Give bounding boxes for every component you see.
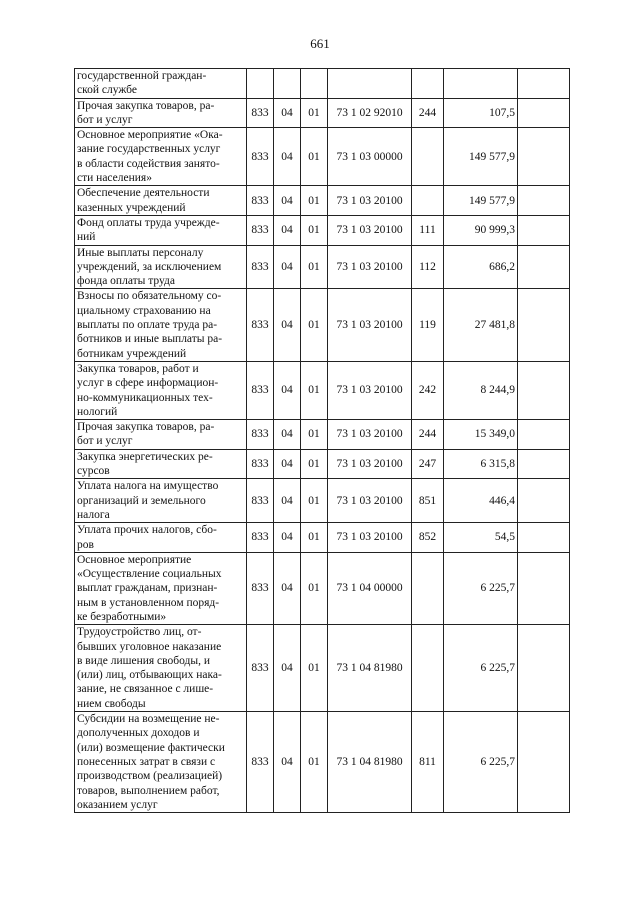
admin-code-cell: 833 — [247, 245, 274, 289]
item-name-line: Взносы по обязательному со- — [77, 290, 222, 303]
item-name-line: циальному страхованию на — [77, 304, 211, 317]
empty-cell — [518, 523, 570, 553]
subsection-code-cell: 01 — [301, 215, 328, 245]
target-article-cell: 73 1 03 20100 — [328, 245, 412, 289]
section-code-cell: 04 — [274, 186, 301, 216]
empty-cell — [518, 449, 570, 479]
item-name-cell — [75, 449, 247, 479]
empty-cell — [518, 128, 570, 186]
target-article-cell: 73 1 03 20100 — [328, 449, 412, 479]
section-code-cell: 04 — [274, 245, 301, 289]
admin-code-cell: 833 — [247, 449, 274, 479]
empty-cell — [518, 245, 570, 289]
item-name-line: зание, не связанное с лише- — [77, 683, 214, 696]
item-name-line: сти населения» — [77, 172, 152, 185]
item-name-line: Фонд оплаты труда учрежде- — [77, 216, 220, 229]
item-name-cell — [75, 69, 247, 99]
item-name-line: производством (реализацией) — [77, 770, 223, 783]
section-code-cell: 04 — [274, 712, 301, 813]
amount-cell — [444, 69, 518, 99]
item-name-line: в области содействия занято- — [77, 157, 220, 170]
empty-cell — [518, 625, 570, 712]
item-name-line: бот и услуг — [77, 113, 133, 126]
item-name-line: ботников и иные выплаты ра- — [77, 333, 223, 346]
target-article-cell — [328, 69, 412, 99]
amount-cell: 6 225,7 — [444, 552, 518, 624]
item-name-line: товаров, выполнением работ, — [77, 784, 220, 797]
target-article-cell: 73 1 04 81980 — [328, 712, 412, 813]
subsection-code-cell: 01 — [301, 552, 328, 624]
expense-type-cell: 247 — [412, 449, 444, 479]
item-name-line: Закупка товаров, работ и — [77, 362, 199, 375]
amount-cell: 90 999,3 — [444, 215, 518, 245]
amount-cell: 149 577,9 — [444, 128, 518, 186]
empty-cell — [518, 215, 570, 245]
item-name-line: казенных учреждений — [77, 201, 186, 214]
target-article-cell: 73 1 03 20100 — [328, 361, 412, 419]
item-name-cell — [75, 712, 247, 813]
item-name-line: учреждений, за исключением — [77, 260, 222, 273]
item-name-cell — [75, 552, 247, 624]
item-name-line: ке безработными» — [77, 610, 167, 623]
subsection-code-cell: 01 — [301, 98, 328, 128]
table-row — [75, 128, 570, 186]
item-name-cell — [75, 215, 247, 245]
admin-code-cell: 833 — [247, 625, 274, 712]
item-name-line: Уплата прочих налогов, сбо- — [77, 524, 217, 537]
item-name-line: ным в установленном поряд- — [77, 596, 220, 609]
section-code-cell: 04 — [274, 128, 301, 186]
target-article-cell: 73 1 03 20100 — [328, 479, 412, 523]
target-article-cell: 73 1 03 00000 — [328, 128, 412, 186]
item-name-line: налога — [77, 508, 110, 521]
table-row — [75, 449, 570, 479]
expense-type-cell — [412, 625, 444, 712]
item-name-cell — [75, 361, 247, 419]
amount-cell: 27 481,8 — [444, 289, 518, 361]
section-code-cell — [274, 69, 301, 99]
subsection-code-cell: 01 — [301, 128, 328, 186]
expense-type-cell: 811 — [412, 712, 444, 813]
item-name-line: «Осуществление социальных — [77, 568, 222, 581]
admin-code-cell: 833 — [247, 289, 274, 361]
section-code-cell: 04 — [274, 552, 301, 624]
admin-code-cell: 833 — [247, 98, 274, 128]
item-name-cell — [75, 523, 247, 553]
subsection-code-cell: 01 — [301, 712, 328, 813]
amount-cell: 446,4 — [444, 479, 518, 523]
subsection-code-cell: 01 — [301, 420, 328, 450]
admin-code-cell — [247, 69, 274, 99]
expense-type-cell: 112 — [412, 245, 444, 289]
page-number: 661 — [310, 36, 330, 51]
table-row — [75, 712, 570, 813]
table-row — [75, 479, 570, 523]
item-name-line: выплат гражданам, признан- — [77, 582, 218, 595]
expense-type-cell — [412, 552, 444, 624]
admin-code-cell: 833 — [247, 128, 274, 186]
expense-type-cell — [412, 128, 444, 186]
target-article-cell: 73 1 02 92010 — [328, 98, 412, 128]
item-name-line: Иные выплаты персоналу — [77, 246, 204, 259]
table-row — [75, 289, 570, 361]
admin-code-cell: 833 — [247, 186, 274, 216]
item-name-line: зание государственных услуг — [77, 143, 221, 156]
item-name-line: Обеспечение деятельности — [77, 187, 210, 200]
section-code-cell: 04 — [274, 289, 301, 361]
admin-code-cell: 833 — [247, 712, 274, 813]
item-name-line: но-коммуникационных тех- — [77, 391, 213, 404]
expense-type-cell: 851 — [412, 479, 444, 523]
empty-cell — [518, 552, 570, 624]
amount-cell: 6 225,7 — [444, 625, 518, 712]
admin-code-cell: 833 — [247, 215, 274, 245]
empty-cell — [518, 69, 570, 99]
table-row — [75, 215, 570, 245]
amount-cell: 6 225,7 — [444, 712, 518, 813]
expense-type-cell: 242 — [412, 361, 444, 419]
section-code-cell: 04 — [274, 523, 301, 553]
expense-type-cell: 244 — [412, 98, 444, 128]
amount-cell: 8 244,9 — [444, 361, 518, 419]
section-code-cell: 04 — [274, 98, 301, 128]
item-name-line: сурсов — [77, 465, 110, 478]
empty-cell — [518, 289, 570, 361]
amount-cell: 54,5 — [444, 523, 518, 553]
amount-cell: 149 577,9 — [444, 186, 518, 216]
item-name-cell — [75, 289, 247, 361]
subsection-code-cell: 01 — [301, 479, 328, 523]
item-name-line: Основное мероприятие «Ока- — [77, 129, 223, 142]
subsection-code-cell: 01 — [301, 186, 328, 216]
item-name-line: дополученных доходов и — [77, 727, 200, 740]
expense-type-cell — [412, 186, 444, 216]
subsection-code-cell: 01 — [301, 289, 328, 361]
item-name-cell — [75, 479, 247, 523]
item-name-line: Прочая закупка товаров, ра- — [77, 99, 215, 112]
section-code-cell: 04 — [274, 449, 301, 479]
item-name-line: ской службе — [77, 84, 137, 97]
section-code-cell: 04 — [274, 361, 301, 419]
target-article-cell: 73 1 03 20100 — [328, 186, 412, 216]
amount-cell: 15 349,0 — [444, 420, 518, 450]
item-name-line: нием свободы — [77, 697, 146, 710]
empty-cell — [518, 98, 570, 128]
expense-type-cell — [412, 69, 444, 99]
item-name-line: нологий — [77, 405, 118, 418]
admin-code-cell: 833 — [247, 420, 274, 450]
amount-cell: 107,5 — [444, 98, 518, 128]
item-name-line: выплаты по оплате труда ра- — [77, 319, 218, 332]
target-article-cell: 73 1 04 00000 — [328, 552, 412, 624]
subsection-code-cell: 01 — [301, 449, 328, 479]
empty-cell — [518, 479, 570, 523]
item-name-line: ний — [77, 231, 96, 244]
table-row — [75, 98, 570, 128]
item-name-line: Прочая закупка товаров, ра- — [77, 421, 215, 434]
subsection-code-cell — [301, 69, 328, 99]
empty-cell — [518, 712, 570, 813]
target-article-cell: 73 1 03 20100 — [328, 420, 412, 450]
item-name-line: Субсидии на возмещение не- — [77, 713, 220, 726]
expense-type-cell: 244 — [412, 420, 444, 450]
table-row — [75, 69, 570, 99]
item-name-cell — [75, 98, 247, 128]
expense-type-cell: 852 — [412, 523, 444, 553]
empty-cell — [518, 361, 570, 419]
empty-cell — [518, 186, 570, 216]
subsection-code-cell: 01 — [301, 523, 328, 553]
item-name-line: ботникам учреждений — [77, 347, 187, 360]
subsection-code-cell: 01 — [301, 245, 328, 289]
item-name-line: понесенных затрат в связи с — [77, 755, 216, 768]
item-name-line: ров — [77, 538, 94, 551]
target-article-cell: 73 1 03 20100 — [328, 289, 412, 361]
section-code-cell: 04 — [274, 479, 301, 523]
item-name-line: фонда оплаты труда — [77, 275, 176, 288]
item-name-line: бывших уголовное наказание — [77, 640, 222, 653]
section-code-cell: 04 — [274, 625, 301, 712]
table-row — [75, 420, 570, 450]
item-name-line: Трудоустройство лиц, от- — [77, 626, 202, 639]
item-name-cell — [75, 186, 247, 216]
amount-cell: 6 315,8 — [444, 449, 518, 479]
table-row — [75, 245, 570, 289]
item-name-line: (или) возмещение фактически — [77, 741, 225, 754]
empty-cell — [518, 420, 570, 450]
admin-code-cell: 833 — [247, 552, 274, 624]
section-code-cell: 04 — [274, 215, 301, 245]
item-name-line: (или) лиц, отбывающих нака- — [77, 669, 222, 682]
table-row — [75, 361, 570, 419]
table-row — [75, 186, 570, 216]
subsection-code-cell: 01 — [301, 361, 328, 419]
subsection-code-cell: 01 — [301, 625, 328, 712]
item-name-cell — [75, 245, 247, 289]
item-name-line: государственной граждан- — [77, 70, 207, 82]
item-name-line: бот и услуг — [77, 435, 133, 448]
item-name-line: оказанием услуг — [77, 798, 158, 811]
item-name-line: организаций и земельного — [77, 494, 206, 507]
item-name-line: Закупка энергетических ре- — [77, 450, 213, 463]
admin-code-cell: 833 — [247, 361, 274, 419]
budget-table — [74, 68, 570, 813]
admin-code-cell: 833 — [247, 479, 274, 523]
amount-cell: 686,2 — [444, 245, 518, 289]
target-article-cell: 73 1 03 20100 — [328, 215, 412, 245]
target-article-cell: 73 1 04 81980 — [328, 625, 412, 712]
table-row — [75, 552, 570, 624]
item-name-line: услуг в сфере информацион- — [77, 377, 219, 390]
item-name-cell — [75, 625, 247, 712]
item-name-line: Основное мероприятие — [77, 553, 192, 566]
expense-type-cell: 111 — [412, 215, 444, 245]
target-article-cell: 73 1 03 20100 — [328, 523, 412, 553]
item-name-line: в виде лишения свободы, и — [77, 654, 211, 667]
item-name-cell — [75, 128, 247, 186]
table-row — [75, 625, 570, 712]
section-code-cell: 04 — [274, 420, 301, 450]
table-row — [75, 523, 570, 553]
admin-code-cell: 833 — [247, 523, 274, 553]
table-body — [75, 69, 570, 813]
item-name-line: Уплата налога на имущество — [77, 480, 219, 493]
expense-type-cell: 119 — [412, 289, 444, 361]
item-name-cell — [75, 420, 247, 450]
